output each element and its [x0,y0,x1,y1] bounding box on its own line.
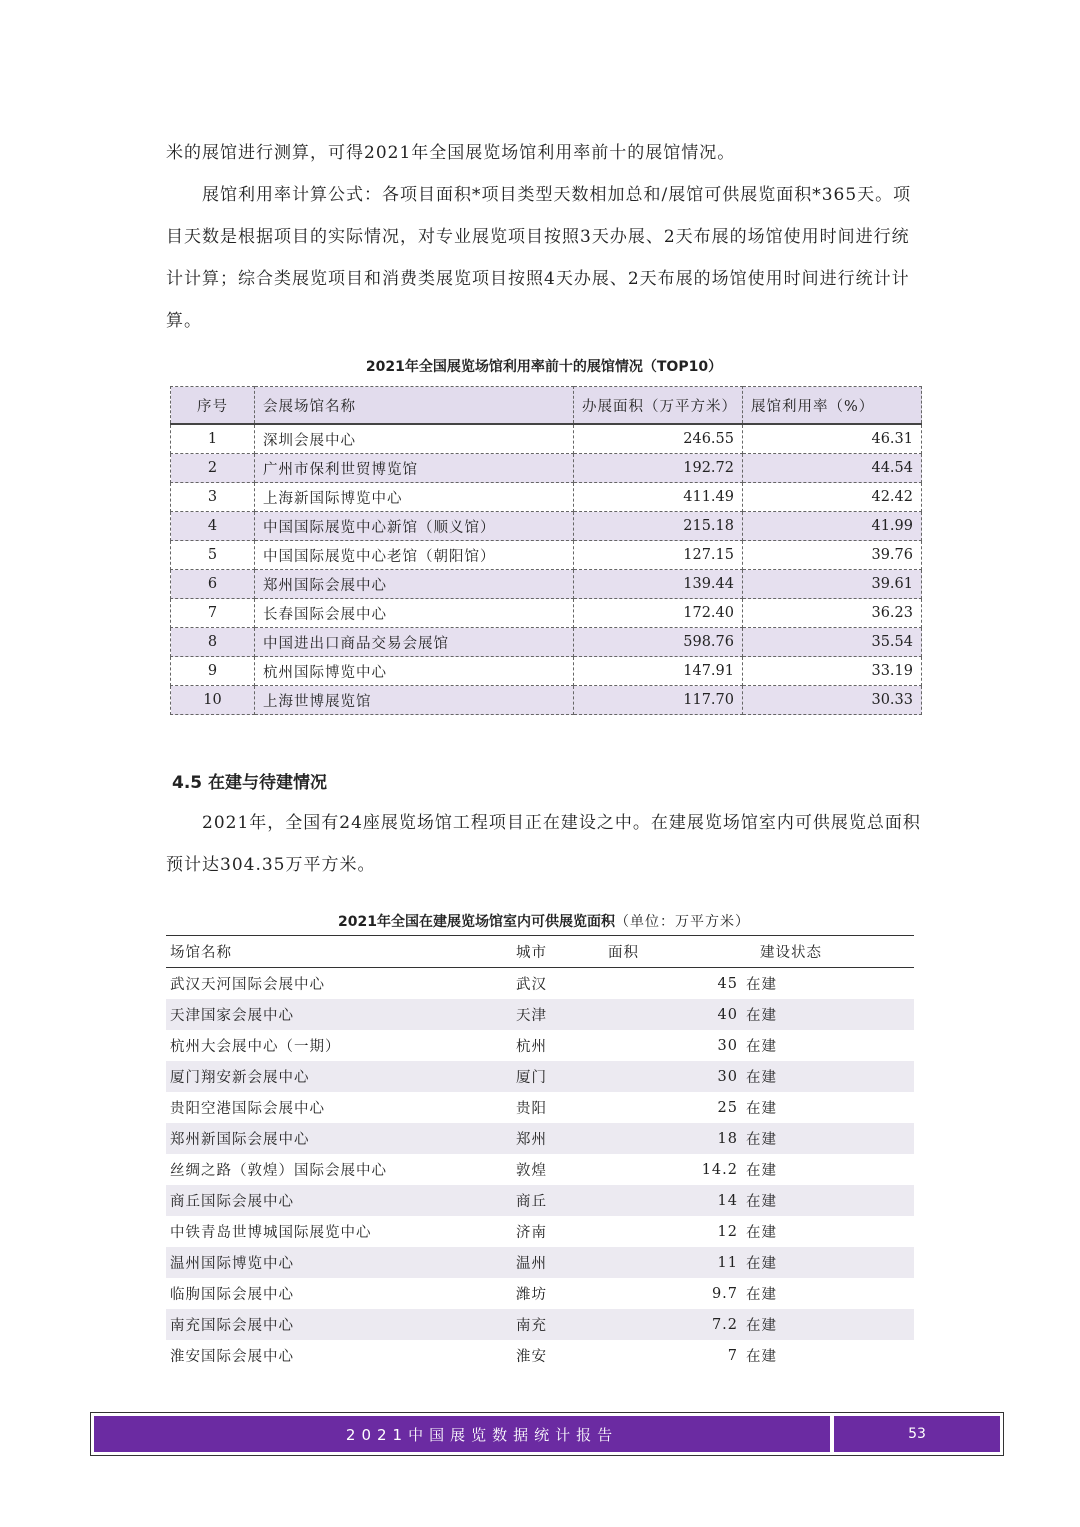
table-row [171,512,922,541]
intro-paragraph-end: 米的展馆进行测算，可得2021年全国展览场馆利用率前十的展馆情况。 [166,143,736,163]
table-row [166,1061,914,1092]
cell-city: 商丘 [512,1185,604,1216]
cell-venue: 郑州国际会展中心 [255,570,574,599]
cell-area: 598.76 [574,628,743,657]
cell-area: 14.2 [701,1161,738,1178]
cell-city: 厦门 [512,1061,604,1092]
cell-index: 2 [171,454,255,483]
table-row [166,1278,914,1309]
cell-status: 在建 [742,1247,914,1278]
cell-rate: 39.61 [743,570,922,599]
table-row [171,541,922,570]
table-row [166,1185,914,1216]
cell-city: 贵阳 [516,1101,547,1117]
table-row [171,657,922,686]
cell-venue: 杭州国际博览中心 [255,657,574,686]
cell-venue: 上海新国际博览中心 [255,483,574,512]
cell-area: 18 [604,1123,742,1154]
table-row [171,424,922,454]
table-row [166,1309,914,1340]
cell-area: 30 [604,1061,742,1092]
footer-report-title: 2021中国展览数据统计报告 [94,1416,830,1452]
cell-venue: 临朐国际会展中心 [170,1287,294,1303]
cell-rate: 39.76 [743,541,922,570]
section-heading: 4.5 在建与待建情况 [172,773,328,793]
table2-title: 2021年全国在建展览场馆室内可供展览面积 [338,914,615,930]
cell-venue: 贵阳空港国际会展中心 [170,1101,325,1117]
cell-city: 武汉 [516,977,547,993]
table-row [171,483,922,512]
cell-city: 敦煌 [516,1163,547,1179]
cell-status: 在建 [746,1225,777,1241]
table-row [166,1340,914,1371]
cell-index: 4 [171,512,255,541]
cell-area: 192.72 [574,454,743,483]
table-row [166,1216,914,1247]
cell-rate: 35.54 [743,628,922,657]
cell-area: 30 [717,1037,738,1054]
table-row [171,686,922,715]
cell-index: 8 [171,628,255,657]
cell-index: 9 [171,657,255,686]
header-city: 城市 [512,936,604,968]
cell-status: 在建 [746,1163,777,1179]
section-paragraph: 2021年，全国有24座展览场馆工程项目正在建设之中。在建展览场馆室内可供展览总面积预计达304.35万平方米。 [166,813,921,875]
cell-area: 172.40 [574,599,743,628]
cell-status: 在建 [746,1349,777,1365]
cell-venue: 淮安国际会展中心 [170,1349,294,1365]
table-row [166,1123,914,1154]
cell-status: 在建 [742,1309,914,1340]
cell-area: 215.18 [574,512,743,541]
cell-index: 7 [171,599,255,628]
cell-status: 在建 [742,1061,914,1092]
cell-venue: 广州市保利世贸博览馆 [255,454,574,483]
header-index: 序号 [171,387,255,425]
cell-venue: 上海世博展览馆 [255,686,574,715]
header-status: 建设状态 [742,936,914,968]
table-header-row [171,387,922,425]
header-area: 面积 [604,936,742,968]
page-number: 53 [834,1416,1000,1452]
cell-area: 14 [604,1185,742,1216]
table-row [171,570,922,599]
cell-venue: 商丘国际会展中心 [166,1185,512,1216]
table-row [171,454,922,483]
header-venue-name: 场馆名称 [166,936,512,968]
cell-rate: 46.31 [743,424,922,454]
cell-area: 11 [604,1247,742,1278]
cell-status: 在建 [746,1039,777,1055]
cell-venue: 中国国际展览中心老馆（朝阳馆） [255,541,574,570]
cell-rate: 41.99 [743,512,922,541]
table-row [171,628,922,657]
cell-index: 1 [171,424,255,454]
cell-area: 246.55 [574,424,743,454]
cell-area: 12 [717,1223,738,1240]
cell-venue: 长春国际会展中心 [255,599,574,628]
cell-city: 天津 [512,999,604,1030]
table-row [166,1030,914,1061]
cell-area: 147.91 [574,657,743,686]
cell-venue: 杭州大会展中心（一期） [170,1039,341,1055]
table-row [166,1154,914,1185]
cell-area: 139.44 [574,570,743,599]
table-row [166,999,914,1030]
cell-venue: 郑州新国际会展中心 [166,1123,512,1154]
cell-index: 5 [171,541,255,570]
cell-area: 7.2 [604,1309,742,1340]
table2-caption [166,911,922,931]
cell-city: 温州 [512,1247,604,1278]
cell-area: 9.7 [711,1285,738,1302]
cell-status: 在建 [746,1287,777,1303]
cell-venue: 温州国际博览中心 [166,1247,512,1278]
header-utilization-rate: 展馆利用率（%） [743,387,922,425]
cell-status: 在建 [742,1185,914,1216]
cell-city: 杭州 [516,1039,547,1055]
cell-venue: 南充国际会展中心 [166,1309,512,1340]
cell-venue: 深圳会展中心 [255,424,574,454]
table-row [171,599,922,628]
table-row [166,1092,914,1123]
cell-area: 7 [727,1347,738,1364]
header-venue-name: 会展场馆名称 [255,387,574,425]
cell-status: 在建 [746,1101,777,1117]
utilization-top10-table [170,386,922,715]
cell-status: 在建 [742,1123,914,1154]
cell-venue: 厦门翔安新会展中心 [166,1061,512,1092]
cell-venue: 丝绸之路（敦煌）国际会展中心 [170,1163,387,1179]
cell-venue: 中国进出口商品交易会展馆 [255,628,574,657]
table1-caption: 2021年全国展览场馆利用率前十的展馆情况（TOP10） [365,359,723,375]
cell-city: 潍坊 [516,1287,547,1303]
cell-rate: 44.54 [743,454,922,483]
under-construction-table [166,935,914,1371]
formula-paragraph: 展馆利用率计算公式：各项目面积*项目类型天数相加总和/展馆可供展览面积*365天。项目天数是根据项目的实际情况，对专业展览项目按照3天办展、2天布展的场馆使用时间进行统计计算；综合类展览项目和消费类展览项目按照4天办展、2天布展的场馆使用时间进行统计计算。 [166,185,912,331]
cell-status: 在建 [742,999,914,1030]
cell-rate: 36.23 [743,599,922,628]
table-row [166,1247,914,1278]
cell-city: 淮安 [516,1349,547,1365]
table2-unit: （单位：万平方米） [614,914,750,930]
table-row [166,968,914,1000]
cell-area: 25 [717,1099,738,1116]
cell-index: 6 [171,570,255,599]
cell-venue: 天津国家会展中心 [166,999,512,1030]
cell-area: 117.70 [574,686,743,715]
cell-area: 40 [604,999,742,1030]
cell-city: 郑州 [512,1123,604,1154]
cell-status: 在建 [746,977,777,993]
cell-city: 南充 [512,1309,604,1340]
header-exhibit-area: 办展面积（万平方米） [574,387,743,425]
page-footer [90,1412,1004,1456]
table-header-row [166,936,914,968]
cell-city: 济南 [516,1225,547,1241]
cell-area: 45 [717,975,738,992]
cell-area: 127.15 [574,541,743,570]
cell-venue: 武汉天河国际会展中心 [170,977,325,993]
cell-venue: 中铁青岛世博城国际展览中心 [170,1225,372,1241]
cell-rate: 33.19 [743,657,922,686]
cell-index: 10 [171,686,255,715]
cell-area: 411.49 [574,483,743,512]
cell-index: 3 [171,483,255,512]
cell-rate: 42.42 [743,483,922,512]
cell-venue: 中国国际展览中心新馆（顺义馆） [255,512,574,541]
cell-rate: 30.33 [743,686,922,715]
